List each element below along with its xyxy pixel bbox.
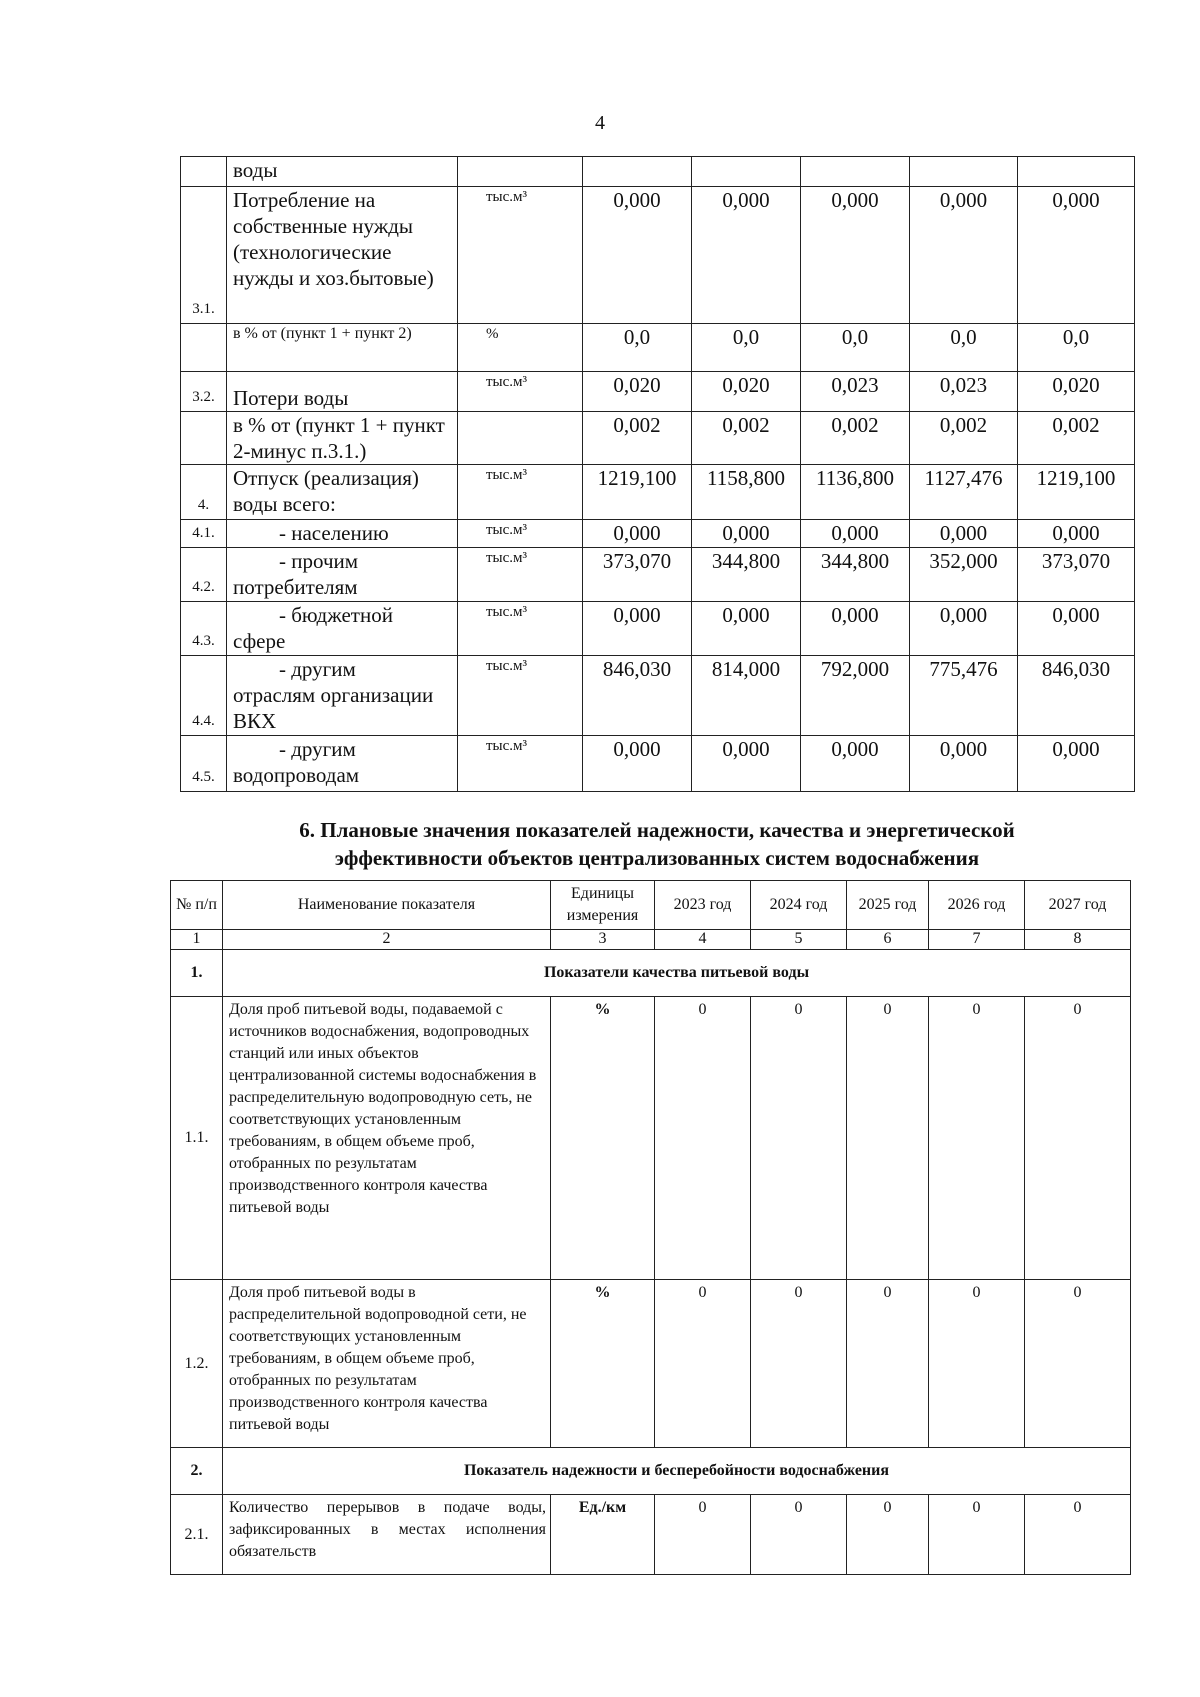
value-2026: 0,000 (910, 187, 1018, 324)
value-2026: 0,000 (910, 520, 1018, 548)
row-unit: тыс.м³ (458, 465, 583, 520)
value-2024: 344,800 (692, 548, 801, 602)
column-index-row (171, 930, 1131, 950)
row-name-line1: - другим (279, 737, 356, 761)
value-2024: 0,000 (692, 520, 801, 548)
section-number: 2. (171, 1448, 223, 1495)
value-2027: 0,002 (1018, 412, 1135, 465)
row-name: Потери воды (227, 372, 458, 412)
value-2027: 0 (1025, 1280, 1131, 1448)
value-2026: 0 (929, 997, 1025, 1280)
row-name: Доля проб питьевой воды в распределительной водопроводной сети, не соответствующих установленным требованиям, в общем объеме проб, отобранных по результатам производственного контроля качества питьевой воды (223, 1280, 551, 1448)
row-name-line2: потребителям (233, 575, 358, 599)
page-number: 4 (595, 112, 605, 134)
value-2024: 0 (751, 1495, 847, 1575)
value-2027: 373,070 (1018, 548, 1135, 602)
value-2024: 0,000 (692, 187, 801, 324)
row-name: Количество перерывов в подаче воды, зафиксированных в местах исполнения обязательств (223, 1495, 551, 1575)
row-name-line2: отраслям организации ВКХ (233, 683, 434, 733)
value-2026: 775,476 (910, 656, 1018, 736)
table-row (181, 157, 1135, 187)
row-number: 1.2. (171, 1280, 223, 1448)
value-2024: 814,000 (692, 656, 801, 736)
value-2026 (910, 157, 1018, 187)
value-2023: 1219,100 (583, 465, 692, 520)
value-2027: 0,0 (1018, 324, 1135, 372)
row-name: Доля проб питьевой воды, подаваемой с источников водоснабжения, водопроводных станций или иных объектов централизованной системы водоснабжения в распределительную водопроводную сеть, не соответствующих установленным требованиям, в общем объеме проб, отобранных по результатам производственного контроля качества питьевой воды (223, 997, 551, 1280)
header-2027: 2027 год (1025, 881, 1131, 930)
table-row (181, 656, 1135, 736)
section-heading (180, 816, 1134, 872)
row-unit: тыс.м³ (458, 656, 583, 736)
value-2027: 0 (1025, 997, 1131, 1280)
value-2026: 0,000 (910, 736, 1018, 792)
row-number: 2.1. (171, 1495, 223, 1575)
value-2026: 0,0 (910, 324, 1018, 372)
value-2027 (1018, 157, 1135, 187)
value-2025: 1136,800 (801, 465, 910, 520)
value-2027: 0 (1025, 1495, 1131, 1575)
value-2025: 0,000 (801, 187, 910, 324)
value-2024: 0,020 (692, 372, 801, 412)
row-name-line2: водопроводам (233, 763, 360, 787)
value-2023: 0,020 (583, 372, 692, 412)
row-name-line1: - прочим (279, 549, 359, 573)
row-name: в % от (пункт 1 + пункт 2) (227, 324, 458, 372)
value-2025: 0 (847, 997, 929, 1280)
section-row (171, 1448, 1131, 1495)
value-2025: 0,002 (801, 412, 910, 465)
value-2024: 0,000 (692, 736, 801, 792)
indicators-table (170, 880, 1131, 1575)
value-2023: 0 (655, 1495, 751, 1575)
heading-line-1: 6. Плановые значения показателей надежности, качества и энергетической (299, 818, 1015, 842)
col-index: 4 (655, 930, 751, 950)
value-2025: 0,000 (801, 602, 910, 656)
value-2023: 0,000 (583, 520, 692, 548)
row-unit: тыс.м³ (458, 602, 583, 656)
value-2026: 0 (929, 1280, 1025, 1448)
value-2026: 0,023 (910, 372, 1018, 412)
value-2027: 846,030 (1018, 656, 1135, 736)
row-number: 4.2. (181, 548, 227, 602)
table-row (181, 372, 1135, 412)
header-number: № п/п (171, 881, 223, 930)
value-2025: 792,000 (801, 656, 910, 736)
row-number: 4.4. (181, 656, 227, 736)
table-row (181, 548, 1135, 602)
col-index: 6 (847, 930, 929, 950)
row-number: 1.1. (171, 997, 223, 1280)
value-2024: 0 (751, 997, 847, 1280)
value-2026: 0 (929, 1495, 1025, 1575)
table-header-row (171, 881, 1131, 930)
value-2025: 0,023 (801, 372, 910, 412)
row-name: в % от (пункт 1 + пункт 2-минус п.3.1.) (227, 412, 458, 465)
value-2026: 0,000 (910, 602, 1018, 656)
value-2023: 373,070 (583, 548, 692, 602)
table-row (181, 412, 1135, 465)
value-2025: 0 (847, 1495, 929, 1575)
table-row (181, 602, 1135, 656)
value-2024: 0,000 (692, 602, 801, 656)
value-2024: 0,002 (692, 412, 801, 465)
table-row (171, 1495, 1131, 1575)
row-unit (458, 157, 583, 187)
row-number: 4.3. (181, 602, 227, 656)
col-index: 2 (223, 930, 551, 950)
row-name (227, 602, 458, 656)
row-number: 3.1. (181, 187, 227, 324)
value-2025: 0,000 (801, 520, 910, 548)
section-title: Показатели качества питьевой воды (223, 950, 1131, 997)
row-name (227, 548, 458, 602)
value-2024: 0,0 (692, 324, 801, 372)
row-unit: % (551, 997, 655, 1280)
row-number: 4.1. (181, 520, 227, 548)
heading-line-2: эффективности объектов централизованных систем водоснабжения (334, 846, 980, 870)
value-2026: 352,000 (910, 548, 1018, 602)
value-2025: 0 (847, 1280, 929, 1448)
section-title: Показатель надежности и бесперебойности водоснабжения (223, 1448, 1131, 1495)
row-number (181, 157, 227, 187)
row-name-line2: сфере (233, 629, 286, 653)
header-2024: 2024 год (751, 881, 847, 930)
value-2026: 0,002 (910, 412, 1018, 465)
row-name: Отпуск (реализация) воды всего: (227, 465, 458, 520)
col-index: 1 (171, 930, 223, 950)
value-2023 (583, 157, 692, 187)
table-row (171, 997, 1131, 1280)
value-2026: 1127,476 (910, 465, 1018, 520)
row-unit: тыс.м³ (458, 372, 583, 412)
value-2027: 0,000 (1018, 520, 1135, 548)
value-2023: 0 (655, 1280, 751, 1448)
value-2023: 0,002 (583, 412, 692, 465)
table-row (171, 1280, 1131, 1448)
value-2024: 1158,800 (692, 465, 801, 520)
row-name-line1: - бюджетной (279, 603, 393, 627)
value-2027: 0,000 (1018, 736, 1135, 792)
table-row (181, 187, 1135, 324)
row-name (227, 656, 458, 736)
header-2023: 2023 год (655, 881, 751, 930)
row-name (227, 736, 458, 792)
value-2023: 0,000 (583, 187, 692, 324)
row-number: 4. (181, 465, 227, 520)
section-number: 1. (171, 950, 223, 997)
row-name (227, 520, 458, 548)
value-2027: 1219,100 (1018, 465, 1135, 520)
value-2023: 0,000 (583, 602, 692, 656)
value-2023: 846,030 (583, 656, 692, 736)
value-2024: 0 (751, 1280, 847, 1448)
header-unit: Единицы измерения (551, 881, 655, 930)
value-2023: 0,0 (583, 324, 692, 372)
col-index: 7 (929, 930, 1025, 950)
table-row (181, 520, 1135, 548)
water-balance-table (180, 156, 1135, 792)
value-2027: 0,000 (1018, 187, 1135, 324)
row-unit: тыс.м³ (458, 736, 583, 792)
table-row (181, 324, 1135, 372)
header-2026: 2026 год (929, 881, 1025, 930)
table-row (181, 736, 1135, 792)
value-2027: 0,020 (1018, 372, 1135, 412)
col-index: 3 (551, 930, 655, 950)
row-name-text: - населению (279, 521, 389, 545)
col-index: 8 (1025, 930, 1131, 950)
col-index: 5 (751, 930, 847, 950)
row-number: 3.2. (181, 372, 227, 412)
value-2024 (692, 157, 801, 187)
header-2025: 2025 год (847, 881, 929, 930)
row-unit: % (458, 324, 583, 372)
row-unit: тыс.м³ (458, 548, 583, 602)
value-2025: 0,0 (801, 324, 910, 372)
header-name: Наименование показателя (223, 881, 551, 930)
row-unit: % (551, 1280, 655, 1448)
value-2027: 0,000 (1018, 602, 1135, 656)
row-name: Потребление на собственные нужды (технологические нужды и хоз.бытовые) (227, 187, 458, 324)
row-unit: тыс.м³ (458, 187, 583, 324)
row-unit: Ед./км (551, 1495, 655, 1575)
value-2023: 0 (655, 997, 751, 1280)
value-2025 (801, 157, 910, 187)
row-number (181, 324, 227, 372)
value-2025: 344,800 (801, 548, 910, 602)
row-number (181, 412, 227, 465)
row-number: 4.5. (181, 736, 227, 792)
value-2025: 0,000 (801, 736, 910, 792)
row-name-line1: - другим (279, 657, 356, 681)
row-unit (458, 412, 583, 465)
value-2023: 0,000 (583, 736, 692, 792)
table-row (181, 465, 1135, 520)
row-unit: тыс.м³ (458, 520, 583, 548)
row-name: воды (227, 157, 458, 187)
section-row (171, 950, 1131, 997)
